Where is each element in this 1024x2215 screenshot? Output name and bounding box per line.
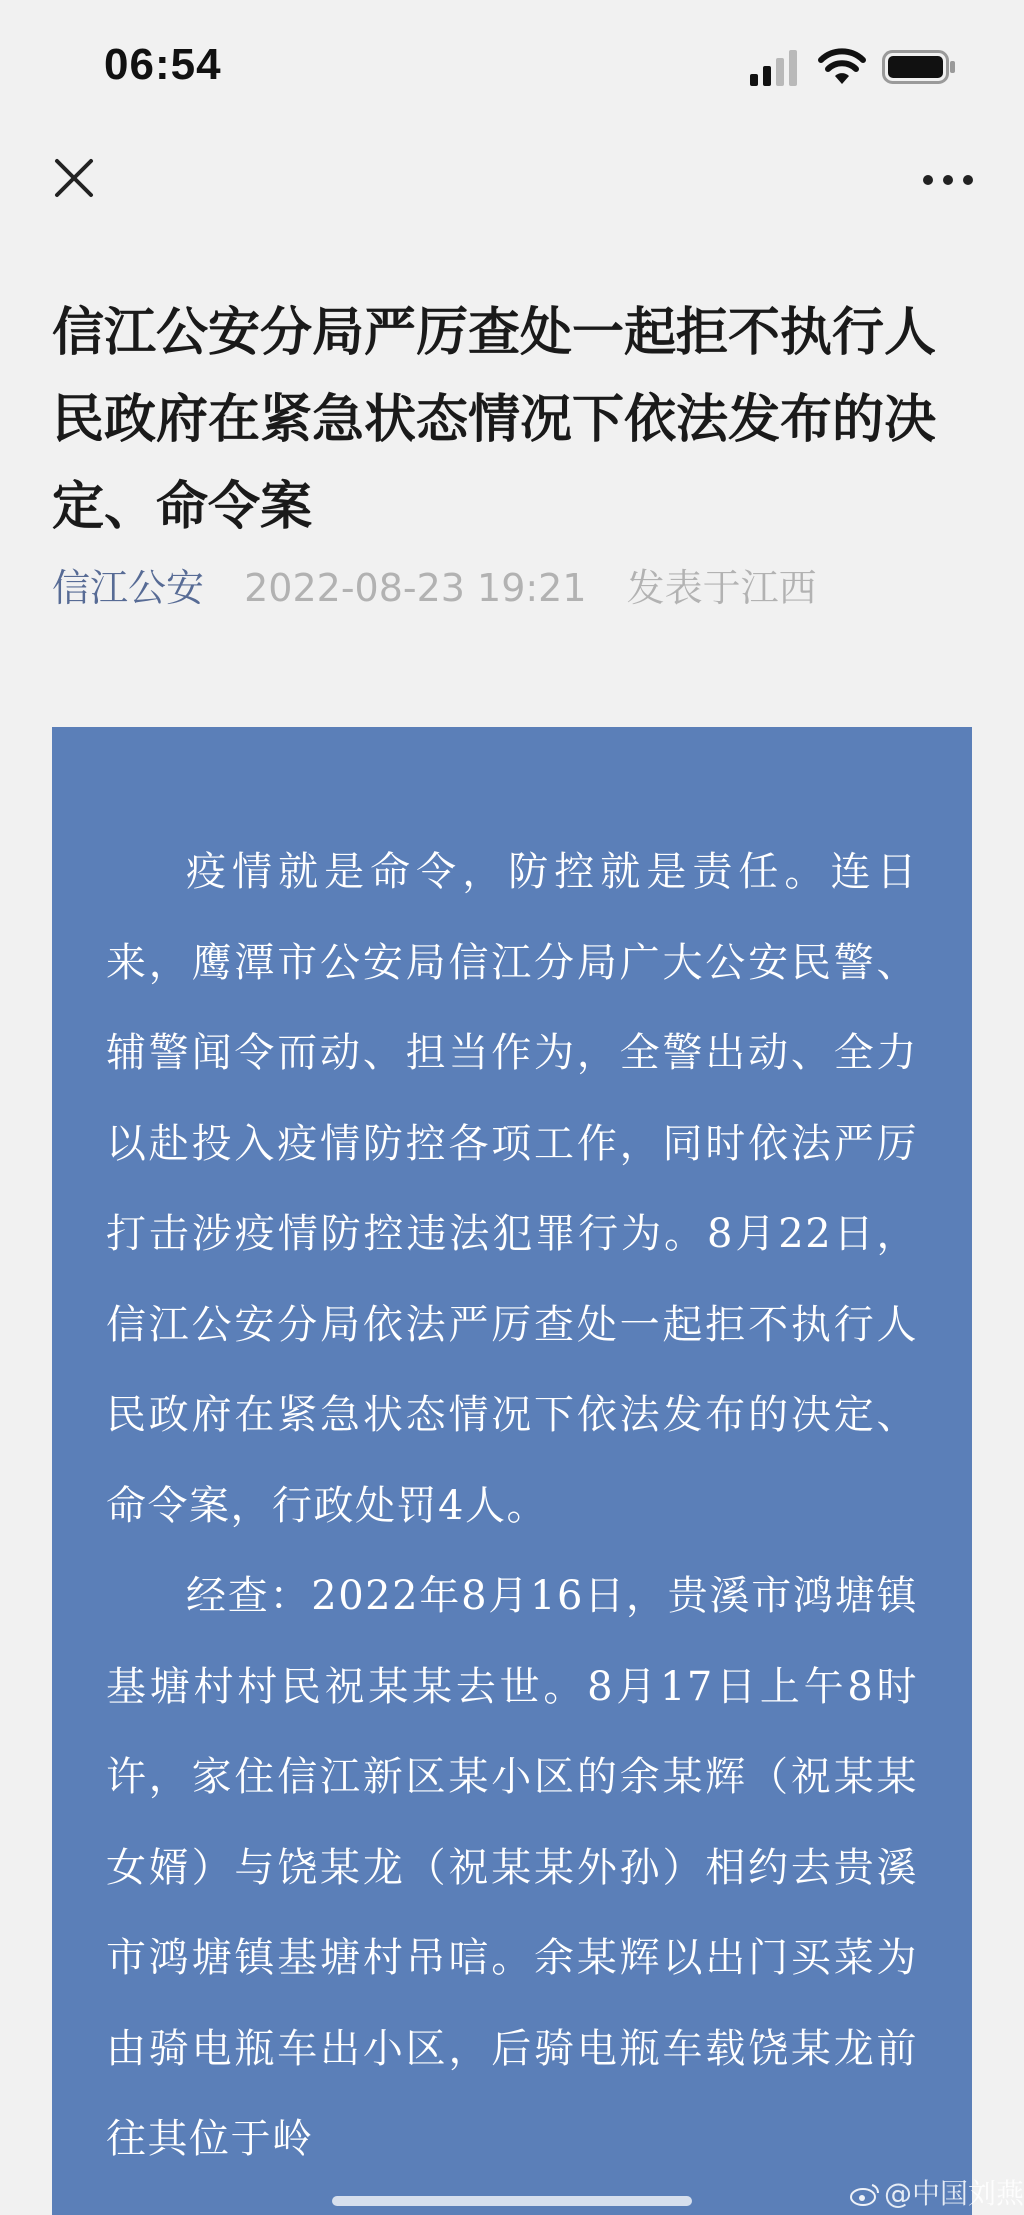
close-icon[interactable] <box>52 156 96 200</box>
home-indicator[interactable] <box>332 2196 692 2206</box>
status-bar <box>0 0 1024 135</box>
more-options-icon[interactable] <box>922 168 974 192</box>
battery-icon <box>882 50 956 84</box>
article-paragraph: 经查：2022年8月16日，贵溪市鸿塘镇基塘村村民祝某某去世。8月17日上午8时许，家住信江新区某小区的余某辉（祝某某女婿）与饶某龙（祝某某外孙）相约去贵溪市鸿塘镇基塘村吊唁。余某辉以出门买菜为由骑电瓶车出小区，后骑电瓶车载饶某龙前往其位于岭 <box>106 1573 918 2162</box>
publish-datetime: 2022-08-23 19:21 <box>244 566 587 610</box>
article-title: 信江公安分局严厉查处一起拒不执行人民政府在紧急状态情况下依法发布的决定、命令案 <box>52 303 937 537</box>
watermark-text: @中国刘燕 <box>884 2177 1024 2210</box>
cellular-signal-icon <box>748 50 800 86</box>
article-meta <box>52 562 817 614</box>
author-link[interactable]: 信江公安 <box>52 566 205 610</box>
wifi-icon <box>818 48 866 86</box>
article-content-box <box>52 727 972 2215</box>
publish-location: 发表于江西 <box>626 566 817 610</box>
weibo-watermark <box>850 2172 1024 2212</box>
article-paragraph: 疫情就是命令，防控就是责任。连日来，鹰潭市公安局信江分局广大公安民警、辅警闻令而动、担当作为，全警出动、全力以赴投入疫情防控各项工作，同时依法严厉打击涉疫情防控违法犯罪行为。8月22日，信江公安分局依法严厉查处一起拒不执行人民政府在紧急状态情况下依法发布的决定、命令案，行政处罚4人。 <box>106 849 918 1529</box>
nav-bar <box>0 135 1024 235</box>
weibo-logo-icon <box>850 2183 880 2207</box>
status-time: 06:54 <box>104 40 222 89</box>
article-body <box>106 827 918 2185</box>
